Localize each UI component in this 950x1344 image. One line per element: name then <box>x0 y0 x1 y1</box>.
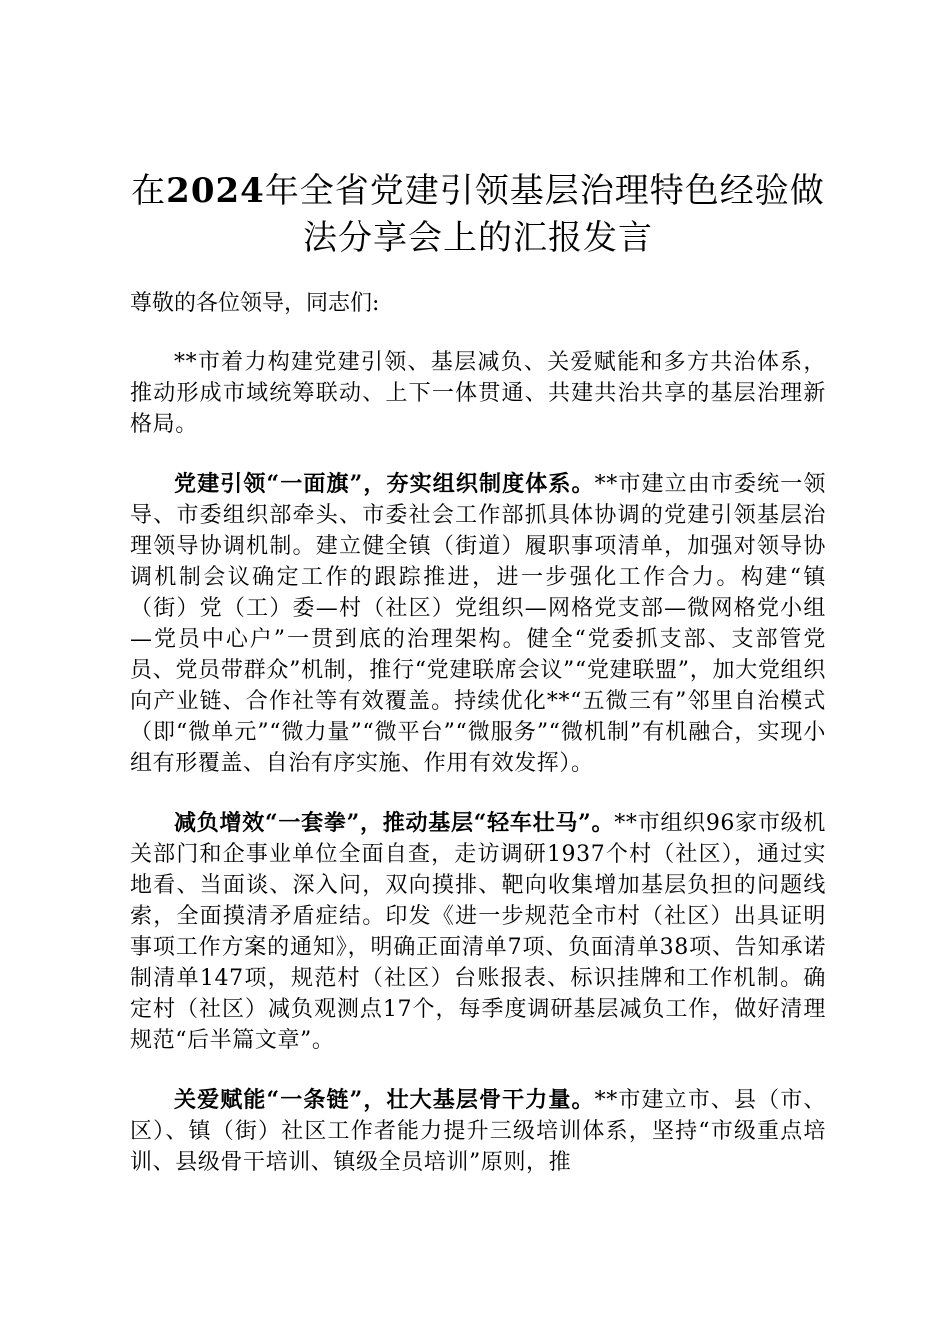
title-line1-rest: 年全省党建引领基层治理特色经验做 <box>264 171 825 211</box>
section-body: **市组织96家市级机关部门和企事业单位全面自查，走访调研1937个村（社区），通过实地看、当面谈、深入问，双向摸排、靶向收集增加基层负担的问题线索，全面摸清矛盾症结。印发《进一步规范全市村（社区）出具证明事项工作方案的通知》，明确正面清单7项、负面清单38项、告知承诺制清单147项，规范村（社区）台账报表、标识挂牌和工作机制。确定村（社区）减负观测点17个，每季度调研基层减负工作，做好清理规范“后半篇文章”。 <box>130 811 826 1053</box>
section-body: **市建立市、县（市、区）、镇（街）社区工作者能力提升三级培训体系，坚持“市级重点培训、县级骨干培训、镇级全员培训”原则，推 <box>130 1088 826 1175</box>
intro-paragraph: **市着力构建党建引领、基层减负、关爱赋能和多方共治体系，推动形成市域统筹联动、上下一体贯通、共建共治共享的基层治理新格局。 <box>130 350 826 437</box>
title-line2: 法分享会上的汇报发言 <box>303 218 653 258</box>
salutation: 尊敬的各位领导，同志们: <box>130 291 380 316</box>
section-paragraph-care-empowerment <box>130 1085 826 1178</box>
section-paragraph-party-building <box>130 469 826 779</box>
section-lead: 减负增效“一套拳”，推动基层“轻车壮马”。 <box>174 810 615 836</box>
section-paragraph-burden-reduction <box>130 808 826 1056</box>
title-year: 2024 <box>166 171 265 211</box>
section-body: **市建立由市委统一领导、市委组织部牵头、市委社会工作部抓具体协调的党建引领基层治理领导协调机制。建立健全镇（街道）履职事项清单，加强对领导协调机制会议确定工作的跟踪推进，进一步强化工作合力。构建“镇（街）党（工）委—村（社区）党组织—网格党支部—微网格党小组—党员中心户”一贯到底的治理架构。健全“党委抓支部、支部管党员、党员带群众”机制，推行“党建联席会议”“党建联盟”，加大党组织向产业链、合作社等有效覆盖。持续优化**“五微三有”邻里自治模式（即“微单元”“微力量”“微平台”“微服务”“微机制”有机融合，实现小组有形覆盖、自治有序实施、作用有效发挥）。 <box>130 472 826 776</box>
section-lead: 党建引领“一面旗”，夯实组织制度体系。 <box>174 471 595 497</box>
document-page <box>130 168 826 1178</box>
document-title <box>130 168 826 262</box>
section-lead: 关爱赋能“一条链”，壮大基层骨干力量。 <box>174 1087 595 1113</box>
title-prefix: 在 <box>131 171 167 211</box>
